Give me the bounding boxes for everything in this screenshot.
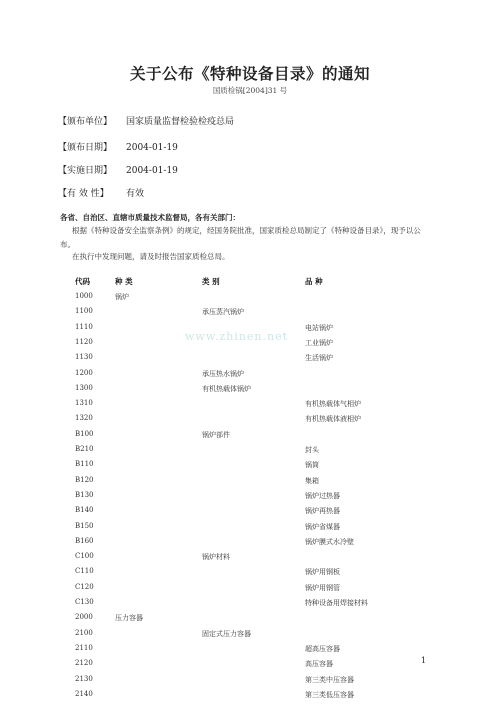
row-code: 1000 xyxy=(75,292,93,300)
row-code: 1130 xyxy=(75,353,93,362)
row-type: 压力容器 xyxy=(115,614,143,623)
meta-label: 【实施日期】 xyxy=(58,166,113,176)
meta-value: 有效 xyxy=(126,189,145,199)
row-category: 固定式压力容器 xyxy=(202,629,251,638)
row-category: 承压热水锅炉 xyxy=(202,369,244,378)
row-code: 1320 xyxy=(75,414,93,423)
header-type: 种 类 xyxy=(115,277,133,286)
row-code: B150 xyxy=(75,521,94,530)
row-variety: 超高压容器 xyxy=(305,644,340,653)
row-variety: 有机热载体液相炉 xyxy=(305,415,361,424)
watermark: www.zhinen.net xyxy=(185,330,289,343)
row-variety: 锅炉用钢管 xyxy=(305,583,340,592)
body-paragraph: 根据《特种设备安全监察条例》的规定，经国务院批准，国家质检总局制定了《特种设备目录》，现予以公布。 xyxy=(60,226,421,249)
addressee: 各省、自治区、直辖市质量技术监督局，各有关部门： xyxy=(60,213,240,222)
meta-value: 2004-01-19 xyxy=(126,143,178,153)
header-category: 类 别 xyxy=(202,277,220,286)
meta-issue-date xyxy=(58,140,178,153)
row-variety: 锅炉膜式水冷壁 xyxy=(305,537,354,546)
row-code: 2130 xyxy=(75,674,93,683)
document-number: 国质检锅[2004]31 号 xyxy=(212,86,288,95)
row-code: 1200 xyxy=(75,368,93,377)
row-variety: 第三类中压容器 xyxy=(305,675,354,684)
row-code: B140 xyxy=(75,506,94,515)
row-code: 1110 xyxy=(75,322,93,331)
row-variety: 电站锅炉 xyxy=(305,323,333,332)
meta-value: 国家质量监督检验检疫总局 xyxy=(126,117,235,127)
row-code: 2000 xyxy=(75,613,93,622)
row-variety: 锅炉过热器 xyxy=(305,491,340,500)
page-number: 1 xyxy=(421,656,427,665)
row-code: B100 xyxy=(75,429,94,438)
row-code: B210 xyxy=(75,445,94,453)
header-code: 代码 xyxy=(75,277,90,286)
meta-value: 2004-01-19 xyxy=(126,166,178,176)
row-code: 2140 xyxy=(75,689,93,698)
row-variety: 封头 xyxy=(305,446,319,454)
row-variety: 锅炉再热器 xyxy=(305,507,340,516)
row-category: 有机热载体锅炉 xyxy=(202,384,251,393)
row-category: 承压蒸汽锅炉 xyxy=(202,308,244,317)
header-variety: 品 种 xyxy=(305,277,323,286)
body-paragraph: 在执行中发现问题，请及时报告国家质检总局。 xyxy=(72,252,230,261)
row-code: B130 xyxy=(75,490,94,499)
row-variety: 有机热载体气相炉 xyxy=(305,400,361,409)
row-code: 2120 xyxy=(75,659,93,668)
row-category: 锅炉部件 xyxy=(202,430,230,439)
row-variety: 集箱 xyxy=(305,476,319,485)
row-code: C110 xyxy=(75,567,94,576)
row-variety: 工业锅炉 xyxy=(305,338,333,347)
row-code: C130 xyxy=(75,598,94,606)
meta-label: 【有 效 性】 xyxy=(58,189,109,199)
row-variety: 锅炉省煤器 xyxy=(305,522,340,531)
row-code: C120 xyxy=(75,582,94,591)
row-category: 锅炉材料 xyxy=(202,553,230,562)
row-code: 1310 xyxy=(75,399,93,408)
row-variety: 第三类低压容器 xyxy=(305,690,354,699)
row-variety: 锅筒 xyxy=(305,461,319,470)
meta-validity xyxy=(58,186,144,199)
row-code: 1120 xyxy=(75,337,93,346)
row-code: 2100 xyxy=(75,628,93,637)
row-code: B120 xyxy=(75,475,94,484)
row-code: C100 xyxy=(75,552,94,561)
meta-effective-date xyxy=(58,163,178,176)
meta-label: 【颁布单位】 xyxy=(58,117,113,127)
row-variety: 高压容器 xyxy=(305,660,333,669)
row-code: B160 xyxy=(75,536,94,545)
row-variety: 生活锅炉 xyxy=(305,354,333,363)
row-code: 1300 xyxy=(75,383,93,392)
row-variety: 特种设备用焊接材料 xyxy=(305,599,368,607)
meta-issuer xyxy=(58,114,234,127)
row-code: 1100 xyxy=(75,307,93,316)
row-type: 锅炉 xyxy=(115,293,129,301)
row-code: 2110 xyxy=(75,643,93,652)
row-variety: 锅炉用钢板 xyxy=(305,568,340,577)
document-title: 关于公布《特种设备目录》的通知 xyxy=(129,64,370,83)
row-code: B110 xyxy=(75,460,94,469)
meta-label: 【颁布日期】 xyxy=(58,143,113,153)
